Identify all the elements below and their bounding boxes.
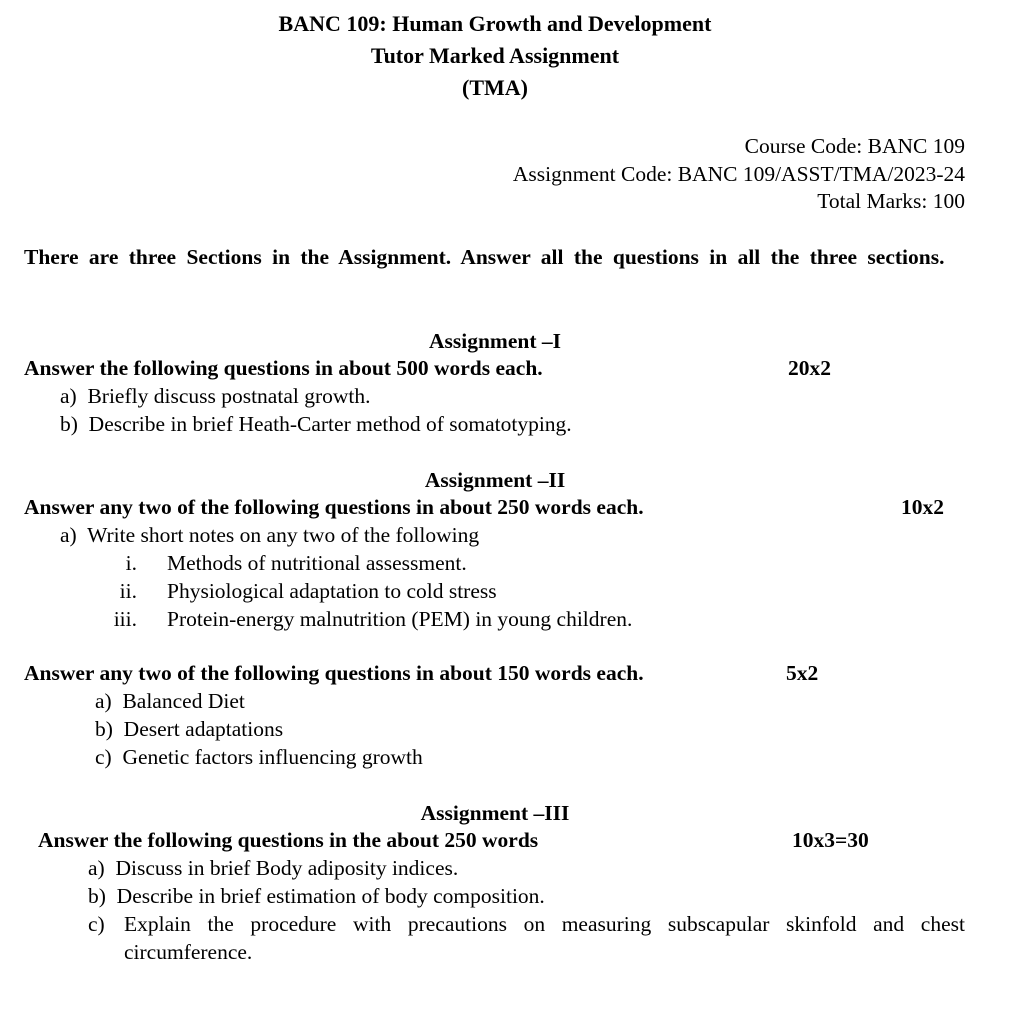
course-code: Course Code: BANC 109 — [744, 134, 965, 158]
total-marks: Total Marks: 100 — [817, 189, 965, 213]
item-label: a) — [60, 523, 77, 547]
subitem-label: iii. — [113, 607, 137, 631]
section-3-instruction: Answer the following questions in the about 250 words — [38, 828, 539, 852]
item-label: a) — [88, 856, 105, 880]
section-3-item-c — [88, 910, 965, 966]
general-instructions: There are three Sections in the Assignment. Answer all the questions in all the three sections. — [24, 245, 945, 269]
course-codes-block — [513, 133, 965, 216]
section-1-instruction: Answer the following questions in about 500 words each. — [24, 356, 543, 380]
item-label: b) — [60, 412, 78, 436]
item-text: Write short notes on any two of the following — [87, 523, 480, 547]
subitem-text: Protein-energy malnutrition (PEM) in young children. — [167, 607, 633, 631]
section-1-marks: 20x2 — [788, 356, 831, 380]
section-2-marks: 10x2 — [901, 495, 944, 519]
section-3-item-b — [88, 883, 545, 911]
item-text: Briefly discuss postnatal growth. — [87, 384, 371, 408]
item-label: b) — [88, 884, 106, 908]
section-3-marks: 10x3=30 — [792, 828, 869, 852]
item-label: c) — [95, 745, 112, 769]
section-2-subitem-iii — [107, 606, 632, 634]
subitem-label: i. — [125, 551, 137, 575]
section-2-short-item-a — [95, 688, 245, 716]
section-2-short-item-c — [95, 744, 423, 772]
subitem-label: ii. — [119, 579, 137, 603]
item-text: Explain the procedure with precautions on measuring subscapular skinfold and chest circumference. — [124, 912, 965, 964]
section-2-subitem-i — [107, 550, 467, 578]
item-text: Describe in brief Heath-Carter method of somatotyping. — [88, 412, 572, 436]
item-text: Desert adaptations — [123, 717, 284, 741]
section-2-marks-2: 5x2 — [786, 661, 819, 685]
document-title-block — [0, 8, 990, 104]
section-2-instruction-2: Answer any two of the following questions in about 150 words each. — [24, 661, 644, 685]
item-text: Balanced Diet — [122, 689, 245, 713]
subitem-text: Physiological adaptation to cold stress — [167, 579, 497, 603]
section-2-short-item-b — [95, 716, 283, 744]
subitem-text: Methods of nutritional assessment. — [167, 551, 467, 575]
section-1-heading: Assignment –I — [428, 329, 561, 353]
section-3-heading: Assignment –III — [420, 801, 570, 825]
section-2-item-a — [60, 522, 479, 550]
item-text: Genetic factors influencing growth — [122, 745, 423, 769]
item-label: c) — [88, 912, 105, 936]
tma-title: Tutor Marked Assignment — [370, 43, 620, 68]
section-2-instruction: Answer any two of the following questions in about 250 words each. — [24, 495, 644, 519]
section-3-item-a — [88, 855, 458, 883]
item-text: Describe in brief estimation of body composition. — [116, 884, 545, 908]
section-1-item-a — [60, 383, 371, 411]
section-1-item-b — [60, 411, 572, 439]
item-label: a) — [95, 689, 112, 713]
item-text: Discuss in brief Body adiposity indices. — [115, 856, 459, 880]
tma-abbrev: (TMA) — [462, 75, 528, 100]
item-label: a) — [60, 384, 77, 408]
item-label: b) — [95, 717, 113, 741]
section-2-heading: Assignment –II — [424, 468, 566, 492]
section-2-subitem-ii — [107, 578, 497, 606]
assignment-code: Assignment Code: BANC 109/ASST/TMA/2023-24 — [512, 161, 965, 186]
course-title: BANC 109: Human Growth and Development — [278, 11, 712, 36]
